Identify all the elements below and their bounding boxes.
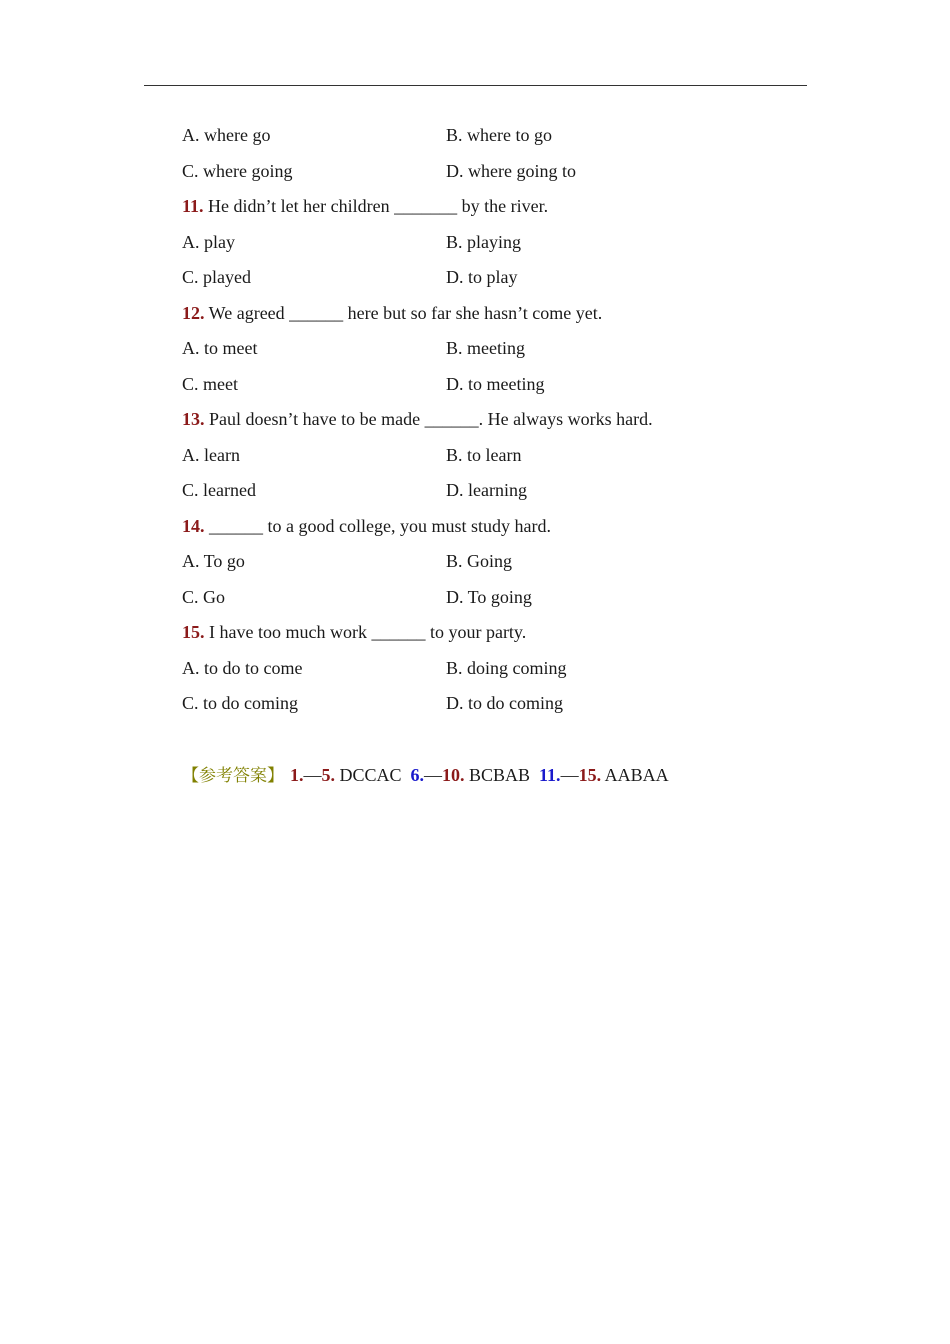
- options-row: [182, 544, 822, 580]
- options-row: [182, 154, 822, 190]
- answer-letters: BCBAB: [469, 765, 531, 785]
- question-number: 14.: [182, 515, 205, 536]
- options-row: [182, 686, 822, 722]
- answer-letters: DCCAC: [339, 765, 402, 785]
- option-a: A. where go: [182, 125, 271, 145]
- range-end: 5.: [321, 765, 335, 785]
- question-text: ______ to a good college, you must study hard.: [204, 515, 551, 536]
- question-number: 13.: [182, 409, 205, 429]
- option-b: B. meeting: [446, 338, 525, 358]
- range-dash: —: [303, 765, 322, 785]
- options-row: [182, 438, 822, 474]
- question-number: 12.: [182, 302, 205, 323]
- option-c: C. learned: [182, 480, 256, 500]
- question-text: Paul doesn’t have to be made ______. He always works hard.: [204, 409, 653, 429]
- option-d: D. where going to: [446, 160, 576, 181]
- option-b: B. Going: [446, 551, 513, 571]
- options-row: [182, 331, 822, 367]
- answer-key-label: 【参考答案】: [182, 766, 284, 786]
- question-stem: [182, 402, 822, 438]
- range-end: 15.: [578, 765, 602, 785]
- question-stem: [182, 296, 822, 332]
- option-a: A. to meet: [182, 338, 258, 358]
- question-number: 15.: [182, 622, 205, 642]
- option-c: C. Go: [182, 586, 226, 607]
- range-dash: —: [424, 765, 443, 785]
- range-start: 6.: [410, 765, 425, 785]
- question-text: He didn’t let her children _______ by the river.: [203, 196, 549, 216]
- question-number: 11.: [182, 196, 204, 216]
- option-a: A. learn: [182, 444, 240, 465]
- option-d: D. to do coming: [446, 693, 563, 713]
- options-row: [182, 580, 822, 616]
- option-a: A. To go: [182, 551, 245, 571]
- answer-key: [182, 757, 669, 793]
- option-c: C. played: [182, 267, 251, 287]
- option-b: B. playing: [446, 231, 521, 252]
- option-b: B. to learn: [446, 444, 522, 465]
- range-end: 10.: [442, 765, 465, 785]
- option-b: B. doing coming: [446, 657, 567, 678]
- option-c: C. meet: [182, 373, 238, 394]
- option-d: D. learning: [446, 480, 527, 500]
- question-text: We agreed ______ here but so far she hasn’t come yet.: [204, 302, 603, 323]
- option-a: A. play: [182, 231, 235, 252]
- range-dash: —: [560, 765, 579, 785]
- option-a: A. to do to come: [182, 657, 303, 678]
- options-row: [182, 260, 822, 296]
- header-rule: [144, 85, 807, 86]
- question-stem: [182, 189, 822, 225]
- question-stem: [182, 615, 822, 651]
- options-row: [182, 225, 822, 261]
- options-row: [182, 118, 822, 154]
- question-text: I have too much work ______ to your party.: [204, 622, 527, 642]
- options-row: [182, 651, 822, 687]
- option-d: D. To going: [446, 586, 532, 607]
- options-row: [182, 367, 822, 403]
- option-d: D. to play: [446, 267, 518, 287]
- answer-letters: AABAA: [604, 765, 669, 785]
- question-stem: [182, 509, 822, 545]
- option-c: C. to do coming: [182, 693, 298, 713]
- range-start: 1.: [290, 765, 304, 785]
- range-start: 11.: [539, 765, 561, 785]
- option-d: D. to meeting: [446, 373, 545, 394]
- options-row: [182, 473, 822, 509]
- option-b: B. where to go: [446, 125, 552, 145]
- option-c: C. where going: [182, 160, 293, 181]
- question-list: [182, 118, 822, 722]
